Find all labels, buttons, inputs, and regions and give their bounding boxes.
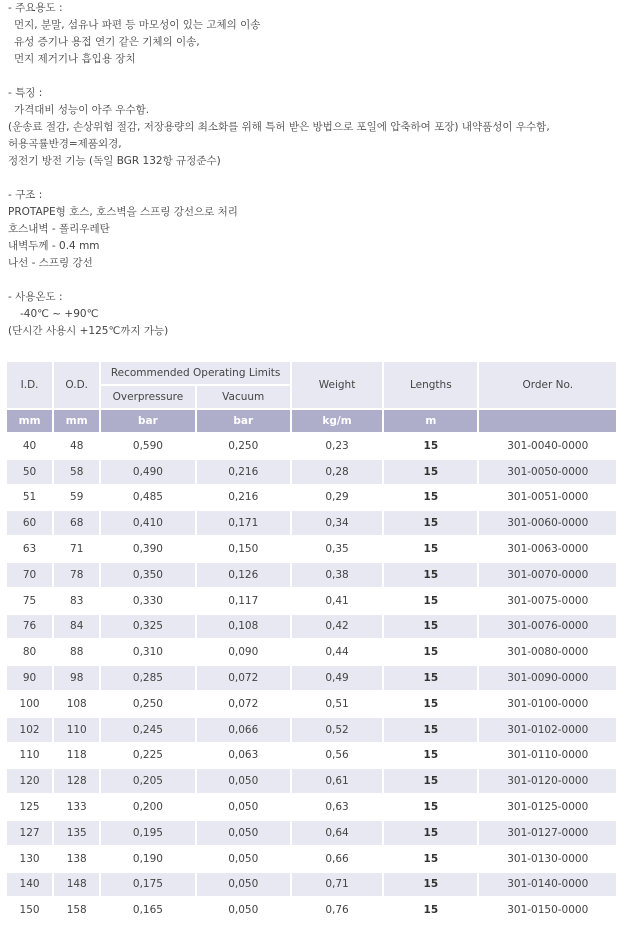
table-row [7, 486, 616, 510]
structure-heading: - 구조 : [8, 189, 43, 201]
table-row [7, 537, 616, 561]
cell-weight: 0,28 [292, 460, 382, 484]
cell-order-no: 301-0075-0000 [507, 594, 589, 607]
cell-vacuum: 0,126 [197, 563, 290, 587]
unit-order [479, 410, 616, 432]
cell-overpressure: 0,190 [132, 852, 163, 865]
cell-overpressure: 0,165 [132, 904, 163, 917]
table-row [7, 640, 616, 664]
cell-order-no: 301-0080-0000 [507, 646, 589, 659]
cell-id: 75 [22, 594, 37, 607]
table-row [7, 873, 616, 897]
cell-length: 15 [423, 491, 439, 504]
cell-id: 70 [7, 563, 52, 587]
cell-length: 15 [423, 543, 439, 556]
cell-length: 15 [384, 563, 477, 587]
cell-overpressure: 0,325 [101, 615, 194, 639]
cell-order-no: 301-0110-0000 [507, 749, 589, 762]
cell-id: 50 [7, 460, 52, 484]
cell-overpressure: 0,490 [101, 460, 194, 484]
cell-length: 15 [384, 873, 477, 897]
table-body [7, 434, 616, 922]
usage-section [8, 0, 624, 68]
cell-od: 135 [54, 821, 99, 845]
structure-line: PROTAPE형 호스, 호스벽을 스프링 강선으로 처리 [8, 206, 238, 218]
cell-id: 40 [22, 439, 37, 452]
cell-od: 78 [54, 563, 99, 587]
cell-id: 127 [7, 821, 52, 845]
cell-length: 15 [423, 852, 439, 865]
cell-overpressure: 0,390 [132, 543, 163, 556]
cell-length: 15 [384, 821, 477, 845]
features-section [8, 85, 624, 170]
cell-vacuum: 0,250 [228, 439, 259, 452]
cell-length: 15 [384, 769, 477, 793]
temperature-heading: - 사용온도 : [8, 291, 63, 303]
cell-vacuum: 0,050 [197, 821, 290, 845]
cell-od: 58 [54, 460, 99, 484]
cell-od: 158 [66, 904, 87, 917]
cell-weight: 0,63 [325, 801, 349, 814]
cell-weight: 0,61 [292, 769, 382, 793]
cell-length: 15 [384, 511, 477, 535]
cell-vacuum: 0,050 [197, 769, 290, 793]
features-heading: - 특징 : [8, 87, 43, 99]
cell-weight: 0,49 [292, 666, 382, 690]
cell-id: 51 [22, 491, 37, 504]
cell-order-no: 301-0120-0000 [479, 769, 616, 793]
cell-weight: 0,76 [325, 904, 349, 917]
usage-line: 먼지 제거기나 흡입용 장치 [14, 53, 136, 65]
structure-line: 호스내벽 - 폴리우레탄 [8, 223, 110, 235]
cell-overpressure: 0,410 [101, 511, 194, 535]
cell-od: 133 [66, 801, 87, 814]
features-line: 정전기 방전 기능 (독일 BGR 132항 규정준수) [8, 155, 221, 167]
table-row [7, 511, 616, 535]
cell-order-no: 301-0102-0000 [479, 718, 616, 742]
cell-vacuum: 0,066 [197, 718, 290, 742]
cell-order-no: 301-0100-0000 [507, 697, 589, 710]
cell-id: 150 [19, 904, 40, 917]
unit-id: mm [7, 410, 52, 432]
header-weight: Weight [292, 362, 382, 408]
cell-id: 102 [7, 718, 52, 742]
cell-od: 108 [66, 697, 87, 710]
cell-order-no: 301-0090-0000 [479, 666, 616, 690]
cell-order-no: 301-0040-0000 [507, 439, 589, 452]
cell-id: 125 [19, 801, 40, 814]
cell-length: 15 [384, 666, 477, 690]
table-row [7, 795, 616, 819]
header-lengths: Lengths [384, 362, 477, 408]
structure-line: 내벽두께 - 0.4 mm [8, 240, 100, 252]
cell-od: 98 [54, 666, 99, 690]
cell-weight: 0,23 [325, 439, 349, 452]
cell-order-no: 301-0070-0000 [479, 563, 616, 587]
cell-od: 59 [70, 491, 84, 504]
cell-length: 15 [423, 594, 439, 607]
cell-id: 140 [7, 873, 52, 897]
cell-length: 15 [384, 615, 477, 639]
unit-lengths: m [384, 410, 477, 432]
cell-length: 15 [423, 749, 439, 762]
cell-order-no: 301-0150-0000 [507, 904, 589, 917]
cell-vacuum: 0,090 [228, 646, 259, 659]
usage-heading: - 주요용도 : [8, 2, 63, 14]
table-row [7, 744, 616, 768]
cell-vacuum: 0,072 [197, 666, 290, 690]
table-row [7, 666, 616, 690]
table-row [7, 460, 616, 484]
cell-weight: 0,71 [292, 873, 382, 897]
cell-weight: 0,52 [292, 718, 382, 742]
cell-od: 83 [70, 594, 84, 607]
table-units-row [7, 410, 616, 432]
cell-vacuum: 0,072 [228, 697, 259, 710]
cell-id: 100 [19, 697, 40, 710]
cell-vacuum: 0,150 [228, 543, 259, 556]
temperature-section [8, 289, 624, 340]
cell-weight: 0,42 [292, 615, 382, 639]
cell-id: 130 [19, 852, 40, 865]
cell-overpressure: 0,330 [132, 594, 163, 607]
cell-overpressure: 0,285 [101, 666, 194, 690]
spec-table [5, 360, 618, 924]
unit-od: mm [54, 410, 99, 432]
cell-od: 128 [54, 769, 99, 793]
table-row [7, 615, 616, 639]
cell-od: 88 [70, 646, 84, 659]
header-vacuum: Vacuum [197, 386, 290, 408]
table-row [7, 821, 616, 845]
cell-overpressure: 0,200 [132, 801, 163, 814]
cell-id: 120 [7, 769, 52, 793]
cell-od: 110 [54, 718, 99, 742]
cell-length: 15 [384, 718, 477, 742]
cell-weight: 0,34 [292, 511, 382, 535]
cell-order-no: 301-0076-0000 [479, 615, 616, 639]
table-header-row [7, 362, 616, 384]
cell-order-no: 301-0050-0000 [479, 460, 616, 484]
cell-id: 90 [7, 666, 52, 690]
cell-id: 76 [7, 615, 52, 639]
cell-length: 15 [423, 646, 439, 659]
cell-vacuum: 0,216 [228, 491, 259, 504]
cell-od: 138 [66, 852, 87, 865]
cell-vacuum: 0,117 [228, 594, 259, 607]
cell-vacuum: 0,050 [228, 801, 259, 814]
cell-overpressure: 0,350 [101, 563, 194, 587]
cell-vacuum: 0,063 [228, 749, 259, 762]
structure-line: 나선 - 스프링 강선 [8, 257, 93, 269]
table-row [7, 898, 616, 922]
header-od: O.D. [54, 362, 99, 408]
cell-order-no: 301-0127-0000 [479, 821, 616, 845]
cell-overpressure: 0,590 [132, 439, 163, 452]
header-overpressure: Overpressure [101, 386, 194, 408]
cell-length: 15 [384, 460, 477, 484]
cell-vacuum: 0,108 [197, 615, 290, 639]
usage-line: 먼지, 분말, 섬유나 파편 등 마모성이 있는 고체의 이송 [14, 19, 261, 31]
cell-overpressure: 0,175 [101, 873, 194, 897]
table-row [7, 769, 616, 793]
cell-id: 60 [7, 511, 52, 535]
cell-id: 63 [22, 543, 37, 556]
cell-order-no: 301-0125-0000 [507, 801, 589, 814]
unit-vacuum: bar [197, 410, 290, 432]
cell-order-no: 301-0130-0000 [507, 852, 589, 865]
temperature-range: -40℃ ~ +90℃ [20, 308, 99, 320]
cell-vacuum: 0,050 [228, 852, 259, 865]
cell-weight: 0,38 [292, 563, 382, 587]
cell-overpressure: 0,225 [132, 749, 163, 762]
cell-od: 68 [54, 511, 99, 535]
cell-order-no: 301-0060-0000 [479, 511, 616, 535]
header-limits: Recommended Operating Limits [101, 362, 290, 384]
cell-od: 48 [70, 439, 84, 452]
cell-vacuum: 0,050 [228, 904, 259, 917]
cell-order-no: 301-0140-0000 [479, 873, 616, 897]
product-info [8, 0, 624, 357]
cell-vacuum: 0,050 [197, 873, 290, 897]
cell-length: 15 [423, 904, 439, 917]
cell-weight: 0,64 [292, 821, 382, 845]
table-row [7, 589, 616, 613]
features-line: 가격대비 성능이 아주 우수함. [14, 104, 150, 116]
cell-id: 110 [19, 749, 40, 762]
cell-length: 15 [423, 439, 439, 452]
structure-section [8, 187, 624, 272]
features-line: (운송료 절감, 손상위험 절감, 저장용량의 최소화를 위해 특허 받은 방법으로 포일에 압축하여 포장) 내약품성이 우수함, [8, 121, 550, 133]
cell-weight: 0,56 [325, 749, 349, 762]
table-row [7, 847, 616, 871]
cell-weight: 0,44 [325, 646, 349, 659]
cell-weight: 0,66 [325, 852, 349, 865]
cell-id: 80 [22, 646, 37, 659]
usage-line: 유성 증기나 용접 연기 같은 기체의 이송, [14, 36, 200, 48]
cell-vacuum: 0,216 [197, 460, 290, 484]
cell-weight: 0,29 [325, 491, 349, 504]
table-row [7, 692, 616, 716]
cell-overpressure: 0,205 [101, 769, 194, 793]
cell-length: 15 [423, 801, 439, 814]
cell-overpressure: 0,485 [132, 491, 163, 504]
header-order: Order No. [479, 362, 616, 408]
cell-od: 118 [66, 749, 87, 762]
cell-length: 15 [423, 697, 439, 710]
cell-vacuum: 0,171 [197, 511, 290, 535]
unit-overpressure: bar [101, 410, 194, 432]
temperature-note: (단시간 사용시 +125℃까지 가능) [8, 325, 169, 337]
cell-weight: 0,35 [325, 543, 349, 556]
table-row [7, 434, 616, 458]
cell-weight: 0,51 [325, 697, 349, 710]
cell-overpressure: 0,245 [101, 718, 194, 742]
cell-od: 71 [70, 543, 84, 556]
cell-order-no: 301-0063-0000 [507, 543, 589, 556]
table-row [7, 563, 616, 587]
cell-od: 84 [54, 615, 99, 639]
cell-order-no: 301-0051-0000 [507, 491, 589, 504]
features-line: 허용곡률반경=제품외경, [8, 138, 122, 150]
cell-weight: 0,41 [325, 594, 349, 607]
cell-overpressure: 0,195 [101, 821, 194, 845]
cell-overpressure: 0,250 [132, 697, 163, 710]
header-id: I.D. [7, 362, 52, 408]
table-row [7, 718, 616, 742]
unit-weight: kg/m [292, 410, 382, 432]
cell-od: 148 [54, 873, 99, 897]
cell-overpressure: 0,310 [132, 646, 163, 659]
